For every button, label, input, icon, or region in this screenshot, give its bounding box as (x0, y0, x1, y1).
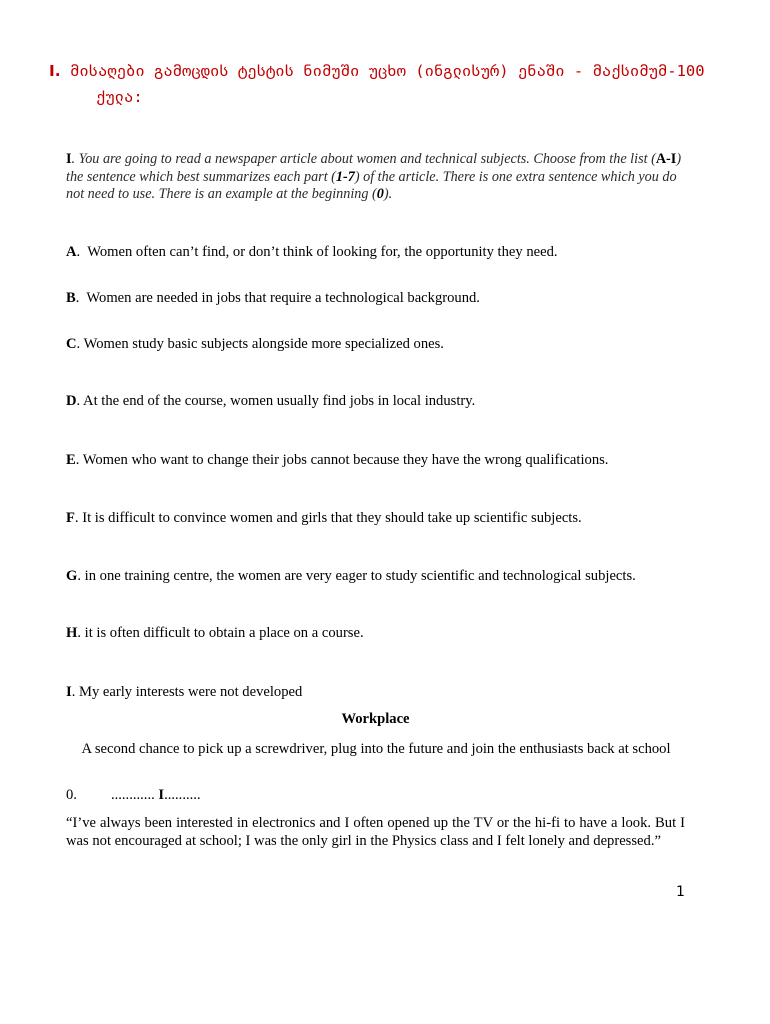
option-text: Women study basic subjects alongside more specialized ones. (83, 336, 444, 352)
option-text: At the end of the course, women usually find jobs in local industry. (83, 393, 476, 409)
option-letter: A (66, 244, 77, 260)
task-instructions (66, 151, 691, 204)
instructions-text: ) of the article. There is one extra sentence which you do not need to use. There is an example at the beginning ( (66, 168, 677, 202)
article-title: Workplace (341, 711, 410, 727)
option-c (66, 335, 716, 353)
option-separator: . (77, 568, 85, 584)
option-separator: . (71, 684, 79, 700)
example-answer-line (66, 787, 201, 804)
option-letter: D (66, 393, 77, 409)
article-paragraph-0: “I’ve always been interested in electronics and I often opened up the TV or the hi-fi to have a look. But I was not encouraged at school; I was the only girl in the Physics class and I felt lonely and depressed.” (66, 815, 685, 849)
heading-line-1: მისაღები გამოცდის ტესტის ნიმუში უცხო (ინგლისურ) ენაში - მაქსიმუმ-100 (70, 62, 705, 80)
exam-heading (49, 58, 709, 110)
example-dots: ............ (110, 787, 159, 803)
option-letter: E (66, 452, 76, 468)
option-separator: . (74, 510, 83, 526)
option-text: it is often difficult to obtain a place on a course. (84, 625, 364, 641)
option-letter: H (66, 625, 78, 641)
option-letter: G (66, 568, 78, 584)
parts-label: 1-7 (335, 168, 355, 185)
option-separator: . (75, 452, 83, 468)
example-answer: I (158, 787, 165, 803)
heading-line-2: ქულა: (96, 88, 143, 106)
option-text: Women often can’t find, or don’t think of looking for, the opportunity they need. (87, 244, 558, 260)
example-label: 0 (376, 186, 384, 202)
option-d (66, 392, 716, 410)
option-text: in one training centre, the women are very eager to study scientific and technological subjects. (84, 568, 636, 584)
option-separator: . (76, 336, 84, 352)
option-letter: C (66, 336, 77, 352)
range-label: A-I (655, 151, 677, 167)
option-f (66, 509, 716, 527)
example-dots: .......... (164, 787, 201, 803)
option-letter: I (66, 684, 72, 700)
option-e (66, 451, 716, 469)
option-letter: F (66, 510, 75, 526)
instructions-text: . You are going to read a newspaper article about women and technical subjects. Choose from the list ( (71, 151, 656, 167)
option-g (66, 567, 716, 585)
option-i (66, 683, 716, 701)
instructions-text: ) the sentence which best summarizes each part ( (66, 151, 682, 185)
option-separator: . (76, 393, 84, 409)
part-label: I (66, 151, 72, 167)
option-separator: . (76, 244, 88, 260)
instructions-text: ). (383, 186, 393, 202)
option-a (66, 243, 716, 261)
option-separator: . (77, 625, 85, 641)
option-text: It is difficult to convince women and girls that they should take up scientific subjects. (82, 510, 582, 526)
article-subtitle: A second chance to pick up a screwdriver, plug into the future and join the enthusiasts back at school (81, 741, 671, 757)
option-text: Women who want to change their jobs cannot because they have the wrong qualifications. (82, 452, 609, 468)
option-b (66, 289, 716, 307)
page-number: 1 (676, 884, 685, 900)
option-h (66, 624, 716, 642)
example-number: 0. (66, 787, 77, 803)
option-letter: B (66, 290, 76, 306)
option-text: Women are needed in jobs that require a technological background. (86, 290, 480, 306)
heading-number: I. (49, 62, 61, 80)
option-separator: . (75, 290, 87, 306)
option-text: My early interests were not developed (78, 684, 303, 700)
